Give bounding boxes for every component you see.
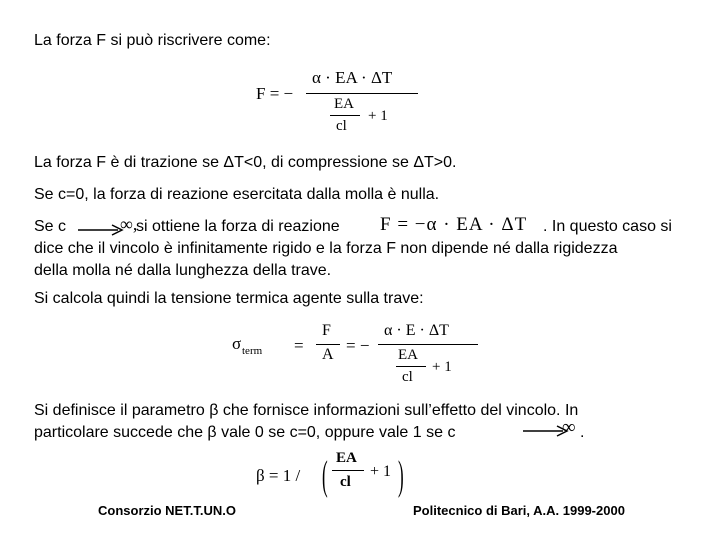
formula2-bar-1: [316, 344, 340, 345]
formula3-close-paren: ): [398, 453, 404, 499]
formula3-open-paren: (: [322, 453, 328, 499]
formula1-inner-numerator: EA: [334, 96, 354, 112]
formula3-plus-one: + 1: [370, 463, 392, 480]
formula2-inner-numerator: EA: [398, 347, 418, 363]
footer-consortium: Consorzio NET.T.UN.O: [98, 503, 236, 518]
c-limit-label: Se c: [34, 218, 67, 235]
inline-reaction-formula: F = −α · EA · ΔT: [380, 214, 528, 235]
formula2-subscript: term: [242, 345, 263, 357]
formula3-lhs: β = 1 /: [256, 466, 301, 485]
infinity-symbol: ∞,: [120, 214, 138, 234]
formula2-sigma: σ: [232, 334, 242, 353]
formula2-a: A: [322, 346, 334, 363]
formula2-equals-minus: = −: [346, 336, 370, 355]
reaction-force-text: si ottiene la forza di reazione: [136, 218, 340, 235]
beta-values-text: particolare succede che β vale 0 se c=0, oppure vale 1 se c: [34, 424, 456, 441]
in-this-case-text: . In questo caso si: [543, 218, 672, 235]
formula2-bar-2: [378, 344, 478, 345]
formula1-numerator: α · EA · ΔT: [312, 68, 393, 87]
arrow-right-icon: [78, 224, 124, 236]
rigid-constraint-text: dice che il vincolo è infinitamente rigido e la forza F non dipende né dalla rigidezza: [34, 240, 618, 257]
formula2-numerator: α · E · ΔT: [384, 322, 449, 339]
beta-values-period: .: [580, 424, 585, 441]
spring-beam-text: della molla né dalla lunghezza della trave.: [34, 262, 332, 279]
infinity-symbol-2: ∞: [562, 417, 576, 438]
thermal-stress-text: Si calcola quindi la tensione termica agente sulla trave:: [34, 290, 424, 307]
formula2-equals: =: [294, 336, 304, 355]
formula3-inner-denominator: cl: [340, 474, 351, 490]
formula2-f: F: [322, 322, 331, 339]
formula2-plus-one: + 1: [432, 359, 452, 375]
formula1-inner-bar: [330, 115, 360, 116]
traction-compression-text: La forza F è di trazione se ΔT<0, di compressione se ΔT>0.: [34, 154, 457, 171]
zero-spring-text: Se c=0, la forza di reazione esercitata dalla molla è nulla.: [34, 186, 440, 203]
intro-text: La forza F si può riscrivere come:: [34, 32, 271, 49]
formula1-fraction-bar: [306, 93, 418, 94]
formula1-inner-denominator: cl: [336, 118, 347, 134]
formula3-inner-numerator: EA: [336, 450, 357, 466]
formula1-lhs: F = −: [256, 84, 294, 103]
formula2-inner-denominator: cl: [402, 369, 413, 385]
formula3-inner-bar: [332, 470, 364, 471]
formula2-inner-bar: [396, 366, 426, 367]
beta-definition-text: Si definisce il parametro β che fornisce informazioni sull’effetto del vincolo. In: [34, 402, 579, 419]
footer-university: Politecnico di Bari, A.A. 1999-2000: [413, 503, 625, 518]
formula1-plus-one: + 1: [368, 108, 388, 124]
